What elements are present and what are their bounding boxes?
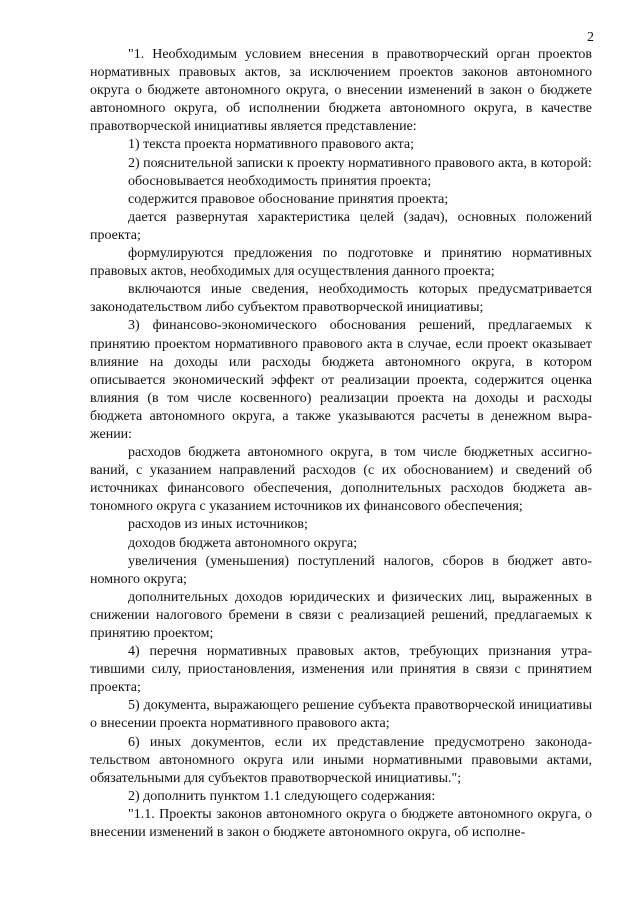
- page-number: 2: [587, 30, 594, 45]
- paragraph-subitem: дополнительных доходов юридических и физических лиц, выраженных в снижении налогового бремени в связи с реализацией решений, предлагаемых к принятию проектом;: [90, 589, 592, 641]
- paragraph-subitem: обосновывается необходимость принятия проекта;: [128, 173, 432, 189]
- paragraph-subitem: формулируются предложения по подготовке и принятию нормативных правовых актов, необходимых для осуществления данного проекта;: [90, 246, 592, 280]
- paragraph-subitem: содержится правовое обоснование принятия проекта;: [128, 191, 449, 207]
- paragraph-intro: "1. Необходимым условием внесения в правотворческий орган проектов нормативных правовых актов, за исключением проектов законов автономного округа о бюджете автономного округа, о внесении изменений в закон о бюджете автономного округа, об исполнении бюджета автономного округа, в качестве правотворческой инициативы является представление:: [90, 47, 592, 135]
- paragraph-item-4: 4) перечня нормативных правовых актов, требующих признания утратившими силу, приостановления, изменения или принятия в связи с принятием проекта;: [90, 644, 592, 696]
- paragraph-subitem: доходов бюджета автономного округа;: [128, 535, 358, 551]
- document-body: [90, 46, 592, 842]
- paragraph-subitem: расходов бюджета автономного округа, в том числе бюджетных ассигнований, с указанием направлений расходов (с их обоснованием) и сведений об источниках финансового обеспечения, дополнительных расходов бюджета автономного округа с указанием источников их финансового обеспечения;: [90, 445, 592, 515]
- paragraph-item-3: 3) финансово-экономического обоснования решений, предлагаемых к принятию проектом нормативного правового акта в случае, если проект оказывает влияние на доходы или расходы бюджета автономного округа, в котором описывается экономический эффект от реализации проекта, содержится оценка влияния (в том числе косвенного) реализации проекта на доходы и расходы бюджета автономного округа, а также указываются расчеты в денежном выражении:: [90, 318, 592, 442]
- paragraph-subitem: включаются иные сведения, необходимость которых предусматривается законодательством либо субъектом правотворческой инициативы;: [90, 282, 592, 316]
- paragraph-item-5: 5) документа, выражающего решение субъекта правотворческой инициативы о внесении проекта нормативного правового акта;: [90, 698, 592, 732]
- paragraph-clause-1-1: "1.1. Проекты законов автономного округа о бюджете автономного округа, о внесении изменений в закон о бюджете автономного округа, об исполне-: [90, 806, 592, 841]
- paragraph-item-6: 6) иных документов, если их представление предусмотрено законодательством автономного округа или иными нормативными правовыми актами, обязательными для субъектов правотворческой инициативы.";: [90, 734, 592, 786]
- paragraph-subitem: увеличения (уменьшения) поступлений налогов, сборов в бюджет автономного округа;: [90, 553, 592, 587]
- paragraph-subitem: дается развернутая характеристика целей (задач), основных положений проекта;: [90, 209, 592, 243]
- paragraph-subitem: расходов из иных источников;: [128, 517, 308, 533]
- paragraph-item-1: 1) текста проекта нормативного правового акта;: [128, 137, 415, 153]
- paragraph-amendment: 2) дополнить пунктом 1.1 следующего содержания:: [128, 788, 436, 804]
- paragraph-item-2: 2) пояснительной записки к проекту нормативного правового акта, в которой:: [128, 155, 592, 171]
